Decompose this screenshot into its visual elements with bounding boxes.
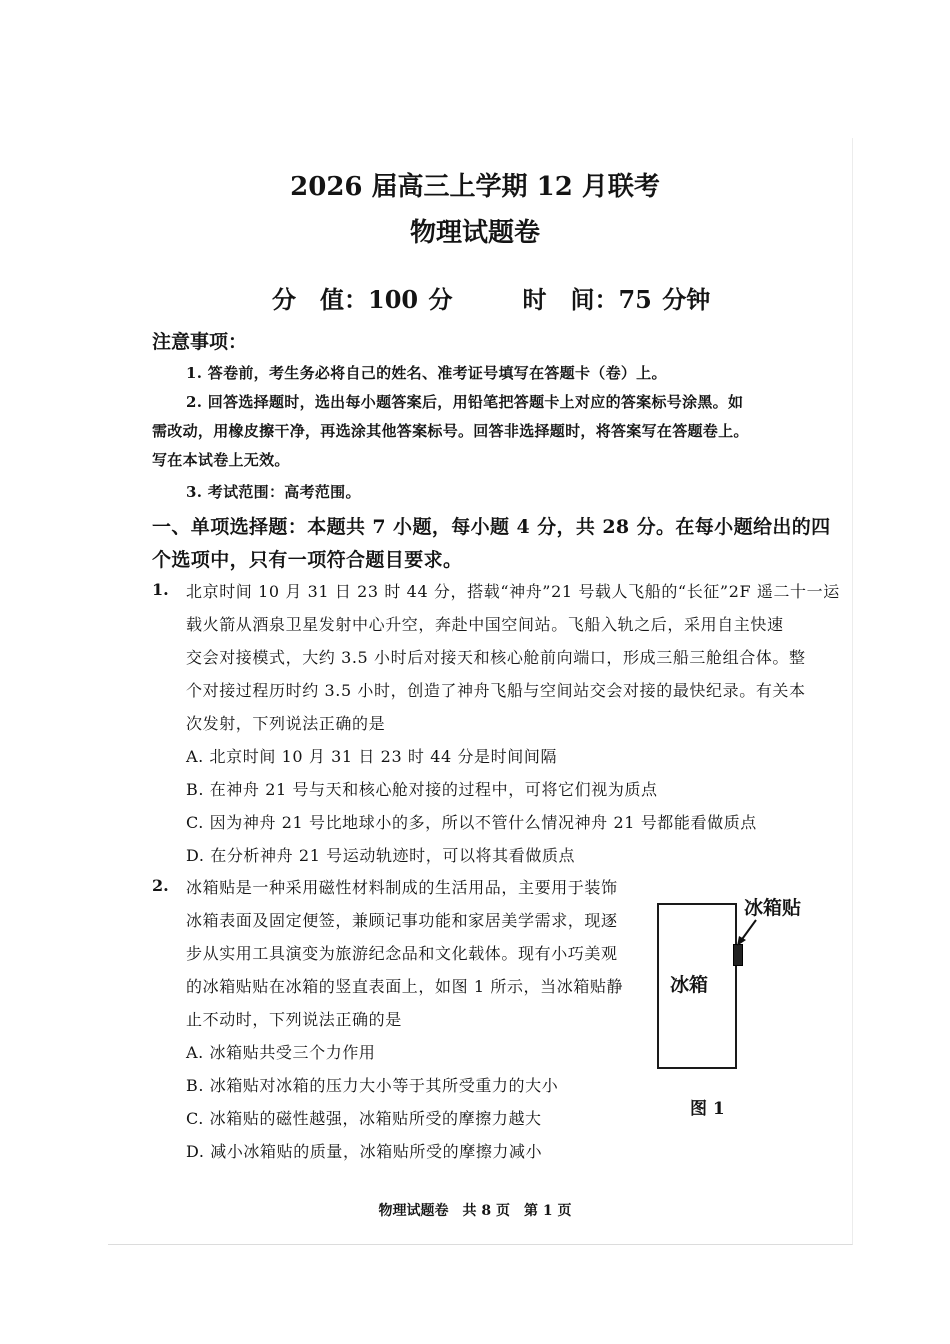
question-text-line: 载火箭从酒泉卫星发射中心升空，奔赴中国空间站。飞船入轨之后，采用自主快速 — [186, 615, 784, 634]
exam-title: 2026 届高三上学期 12 月联考 — [290, 172, 660, 202]
question-number: 1. — [152, 580, 169, 599]
question-text-line: 次发射，下列说法正确的是 — [186, 714, 386, 733]
question-text-line: 冰箱贴是一种采用磁性材料制成的生活用品，主要用于装饰 — [186, 878, 618, 897]
question-text-line: 步从实用工具演变为旅游纪念品和文化载体。现有小巧美观 — [186, 944, 618, 963]
option-c: C. 冰箱贴的磁性越强，冰箱贴所受的摩擦力越大 — [186, 1109, 542, 1128]
question-text-line: 北京时间 10 月 31 日 23 时 44 分，搭载“神舟”21 号载人飞船的“长征”2F 遥二十一运 — [186, 582, 840, 601]
option-a: A. 北京时间 10 月 31 日 23 时 44 分是时间间隔 — [186, 747, 558, 766]
option-d: D. 在分析神舟 21 号运动轨迹时，可以将其看做质点 — [186, 846, 576, 865]
question-text-line: 交会对接模式，大约 3.5 小时后对接天和核心舱前向端口，形成三船三舱组合体。整 — [186, 648, 806, 667]
option-b: B. 在神舟 21 号与天和核心舱对接的过程中，可将它们视为质点 — [186, 780, 658, 799]
score-value: 分 值：100 分 — [272, 285, 453, 314]
exam-subtitle: 物理试题卷 — [409, 218, 540, 248]
figure-caption: 图 1 — [690, 1099, 725, 1119]
magnet-label: 冰箱贴 — [744, 897, 802, 919]
notice-item: 3. 考试范围：高考范围。 — [186, 483, 361, 501]
section-heading-line2: 个选项中，只有一项符合题目要求。 — [152, 549, 463, 571]
pointer-arrow-icon — [734, 918, 764, 948]
question-text-line: 的冰箱贴贴在冰箱的竖直表面上，如图 1 所示，当冰箱贴静 — [186, 977, 624, 996]
notice-item: 1. 答卷前，考生务必将自己的姓名、准考证号填写在答题卡（卷）上。 — [186, 364, 667, 382]
question-text-line: 冰箱表面及固定便签，兼顾记事功能和家居美学需求，现逐 — [186, 911, 618, 930]
notice-item: 需改动，用橡皮擦干净，再选涂其他答案标号。回答非选择题时，将答案写在答题卷上。 — [152, 422, 749, 440]
notice-item: 写在本试卷上无效。 — [152, 451, 290, 469]
time-value: 时 间：75 分钟 — [522, 285, 711, 314]
notice-heading: 注意事项： — [152, 331, 248, 353]
score-time-line — [272, 280, 710, 315]
option-a: A. 冰箱贴共受三个力作用 — [186, 1043, 376, 1062]
page-footer: 物理试题卷 共 8 页 第 1 页 — [378, 1203, 572, 1219]
question-number: 2. — [152, 876, 169, 895]
fridge-label: 冰箱 — [670, 974, 709, 996]
section-heading-line1: 一、单项选择题：本题共 7 小题，每小题 4 分，共 28 分。在每小题给出的四 — [152, 516, 831, 538]
option-d: D. 减小冰箱贴的质量，冰箱贴所受的摩擦力减小 — [186, 1142, 543, 1161]
option-c: C. 因为神舟 21 号比地球小的多，所以不管什么情况神舟 21 号都能看做质点 — [186, 813, 757, 832]
option-b: B. 冰箱贴对冰箱的压力大小等于其所受重力的大小 — [186, 1076, 559, 1095]
question-text-line: 止不动时，下列说法正确的是 — [186, 1010, 402, 1029]
question-text-line: 个对接过程历时约 3.5 小时，创造了神舟飞船与空间站交会对接的最快纪录。有关本 — [186, 681, 806, 700]
notice-item: 2. 回答选择题时，选出每小题答案后，用铅笔把答题卡上对应的答案标号涂黑。如 — [186, 393, 744, 411]
